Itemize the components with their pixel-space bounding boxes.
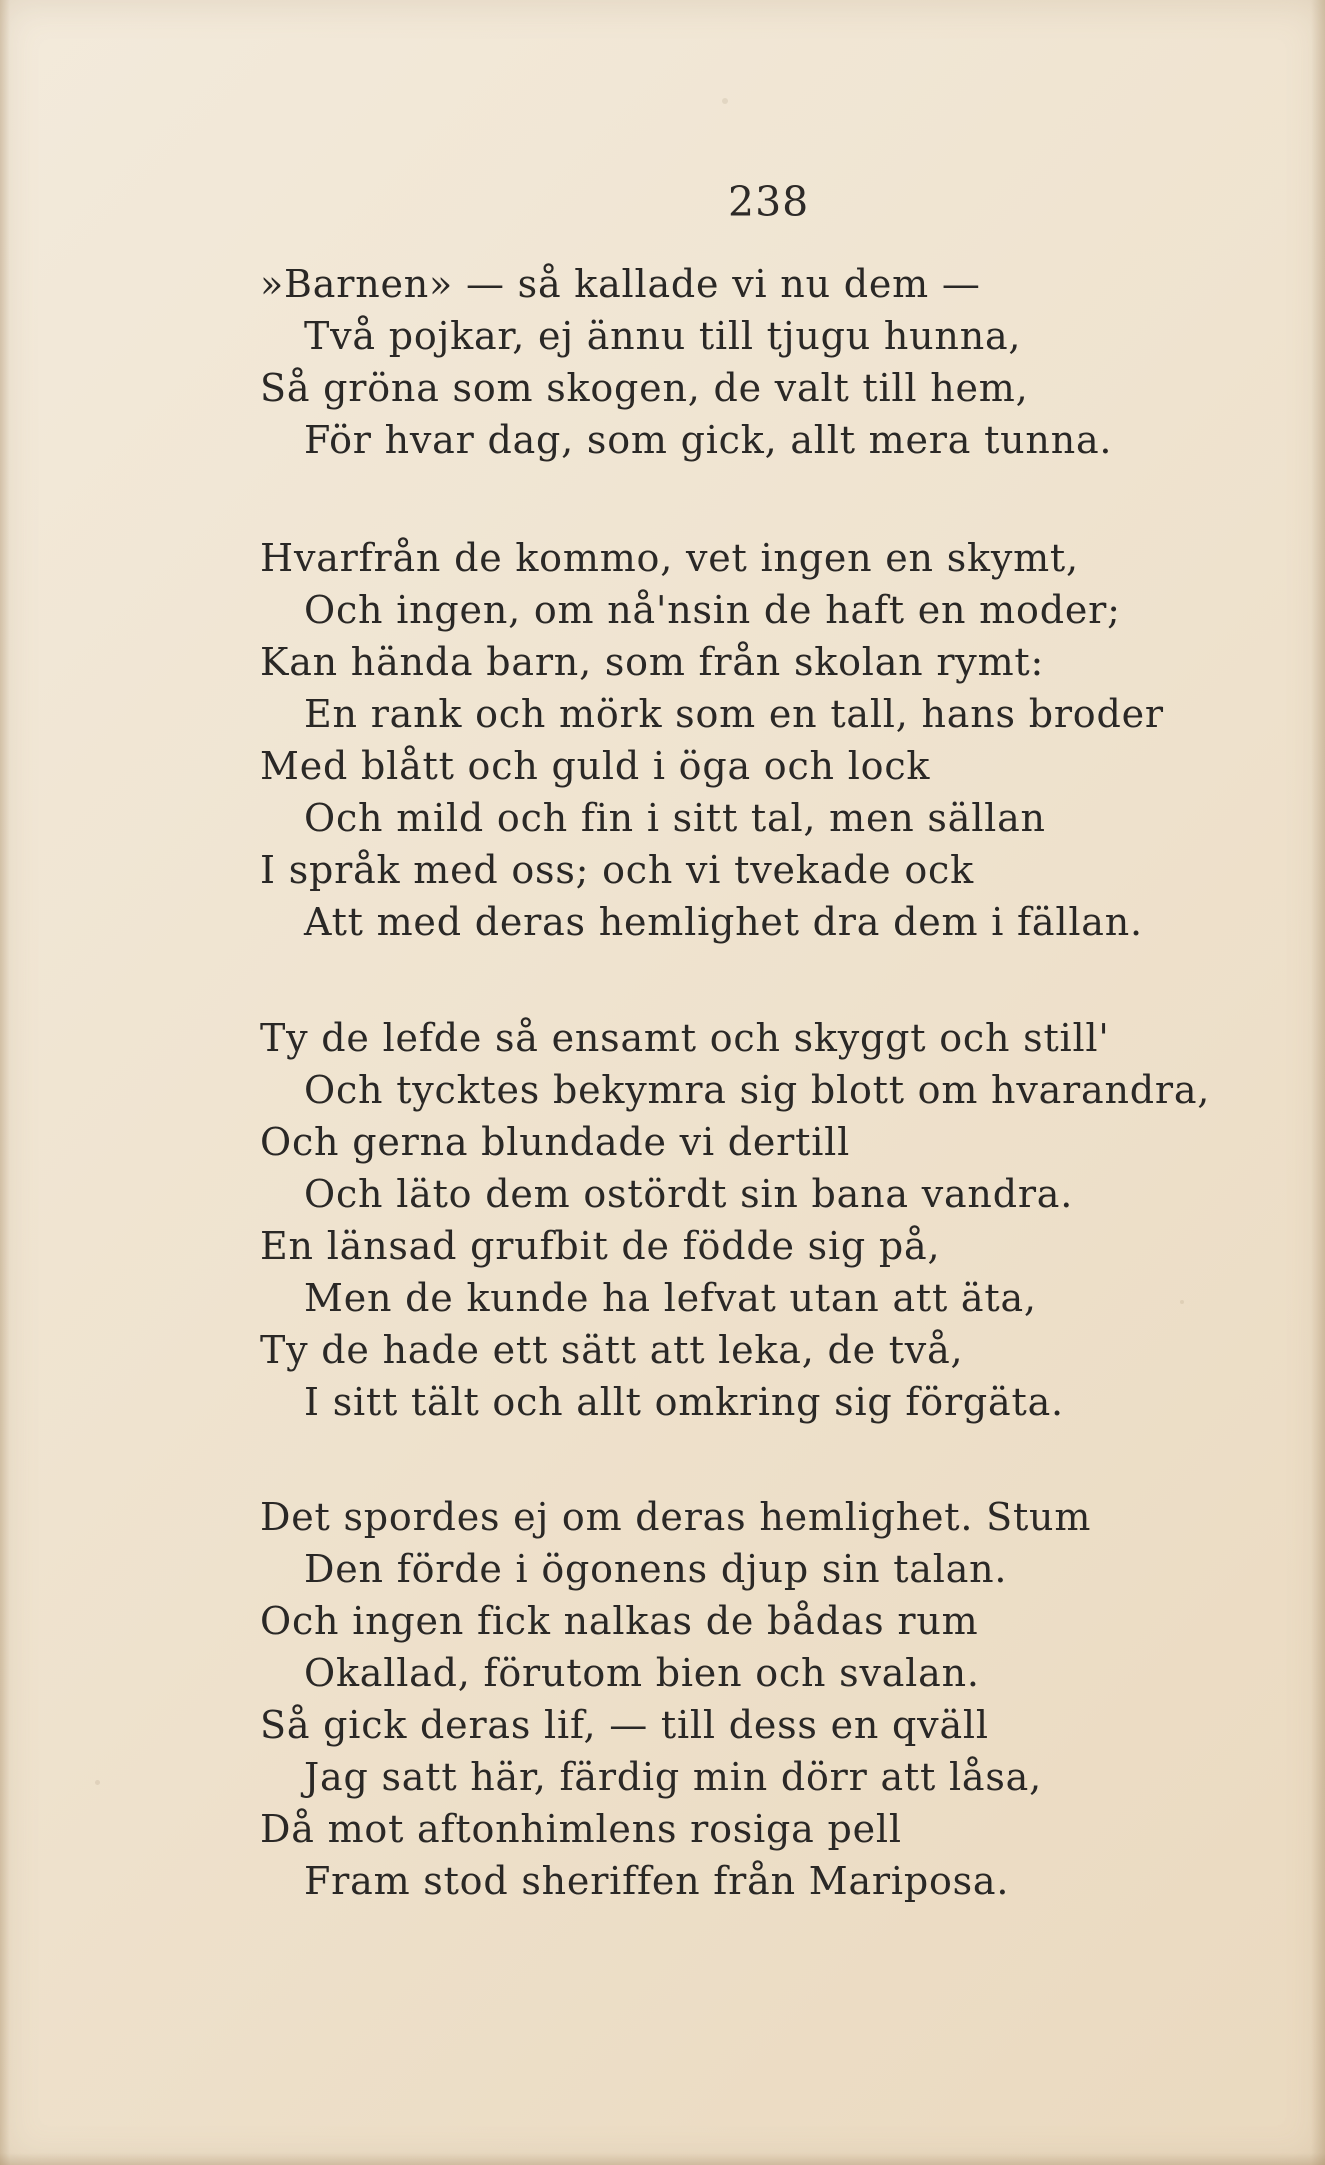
verse-line: Och tycktes bekymra sig blott om hvarandra, [304, 1068, 1211, 1112]
verse-line: Och ingen fick nalkas de bådas rum [260, 1599, 979, 1643]
verse-line: I språk med oss; och vi tvekade ock [260, 848, 974, 892]
verse-line: Ty de lefde så ensamt och skyggt och still' [260, 1016, 1110, 1060]
verse-line: Fram stod sheriffen från Mariposa. [304, 1859, 1010, 1903]
verse-line: En länsad grufbit de födde sig på, [260, 1224, 941, 1268]
verse-line: Okallad, förutom bien och svalan. [304, 1651, 980, 1695]
verse-line: Så gick deras lif, — till dess en qväll [260, 1703, 989, 1747]
verse-line: Och mild och fin i sitt tal, men sällan [304, 796, 1046, 840]
verse-line: Och ingen, om nå'nsin de haft en moder; [304, 588, 1121, 632]
verse-line: Och gerna blundade vi dertill [260, 1120, 851, 1164]
verse-line: »Barnen» — så kallade vi nu dem — [260, 262, 981, 306]
verse-line: Kan hända barn, som från skolan rymt: [260, 640, 1045, 684]
page-edge-left [0, 0, 10, 2165]
verse-line: I sitt tält och allt omkring sig förgäta. [304, 1380, 1064, 1424]
verse-line: Den förde i ögonens djup sin talan. [304, 1547, 1008, 1591]
verse-line: Två pojkar, ej ännu till tjugu hunna, [304, 314, 1022, 358]
page-edge-bottom [0, 2153, 1325, 2165]
verse-line: Men de kunde ha lefvat utan att äta, [304, 1276, 1037, 1320]
verse-line: En rank och mörk som en tall, hans broder [304, 692, 1164, 736]
paper-spot [722, 98, 728, 104]
verse-line: För hvar dag, som gick, allt mera tunna. [304, 418, 1113, 462]
verse-line: Det spordes ej om deras hemlighet. Stum [260, 1495, 1092, 1539]
verse-line: Med blått och guld i öga och lock [260, 744, 931, 788]
verse-line: Att med deras hemlighet dra dem i fällan. [304, 900, 1143, 944]
verse-line: Så gröna som skogen, de valt till hem, [260, 366, 1029, 410]
verse-line: Jag satt här, färdig min dörr att låsa, [304, 1755, 1042, 1799]
paper-spot [1180, 1300, 1184, 1304]
verse-line: Och läto dem ostördt sin bana vandra. [304, 1172, 1074, 1216]
verse-line: Hvarfrån de kommo, vet ingen en skymt, [260, 536, 1079, 580]
paper-spot [95, 1780, 100, 1785]
page-edge-right [1311, 0, 1325, 2165]
page-number: 238 [728, 178, 810, 226]
verse-line: Då mot aftonhimlens rosiga pell [260, 1807, 902, 1851]
verse-line: Ty de hade ett sätt att leka, de två, [260, 1328, 964, 1372]
